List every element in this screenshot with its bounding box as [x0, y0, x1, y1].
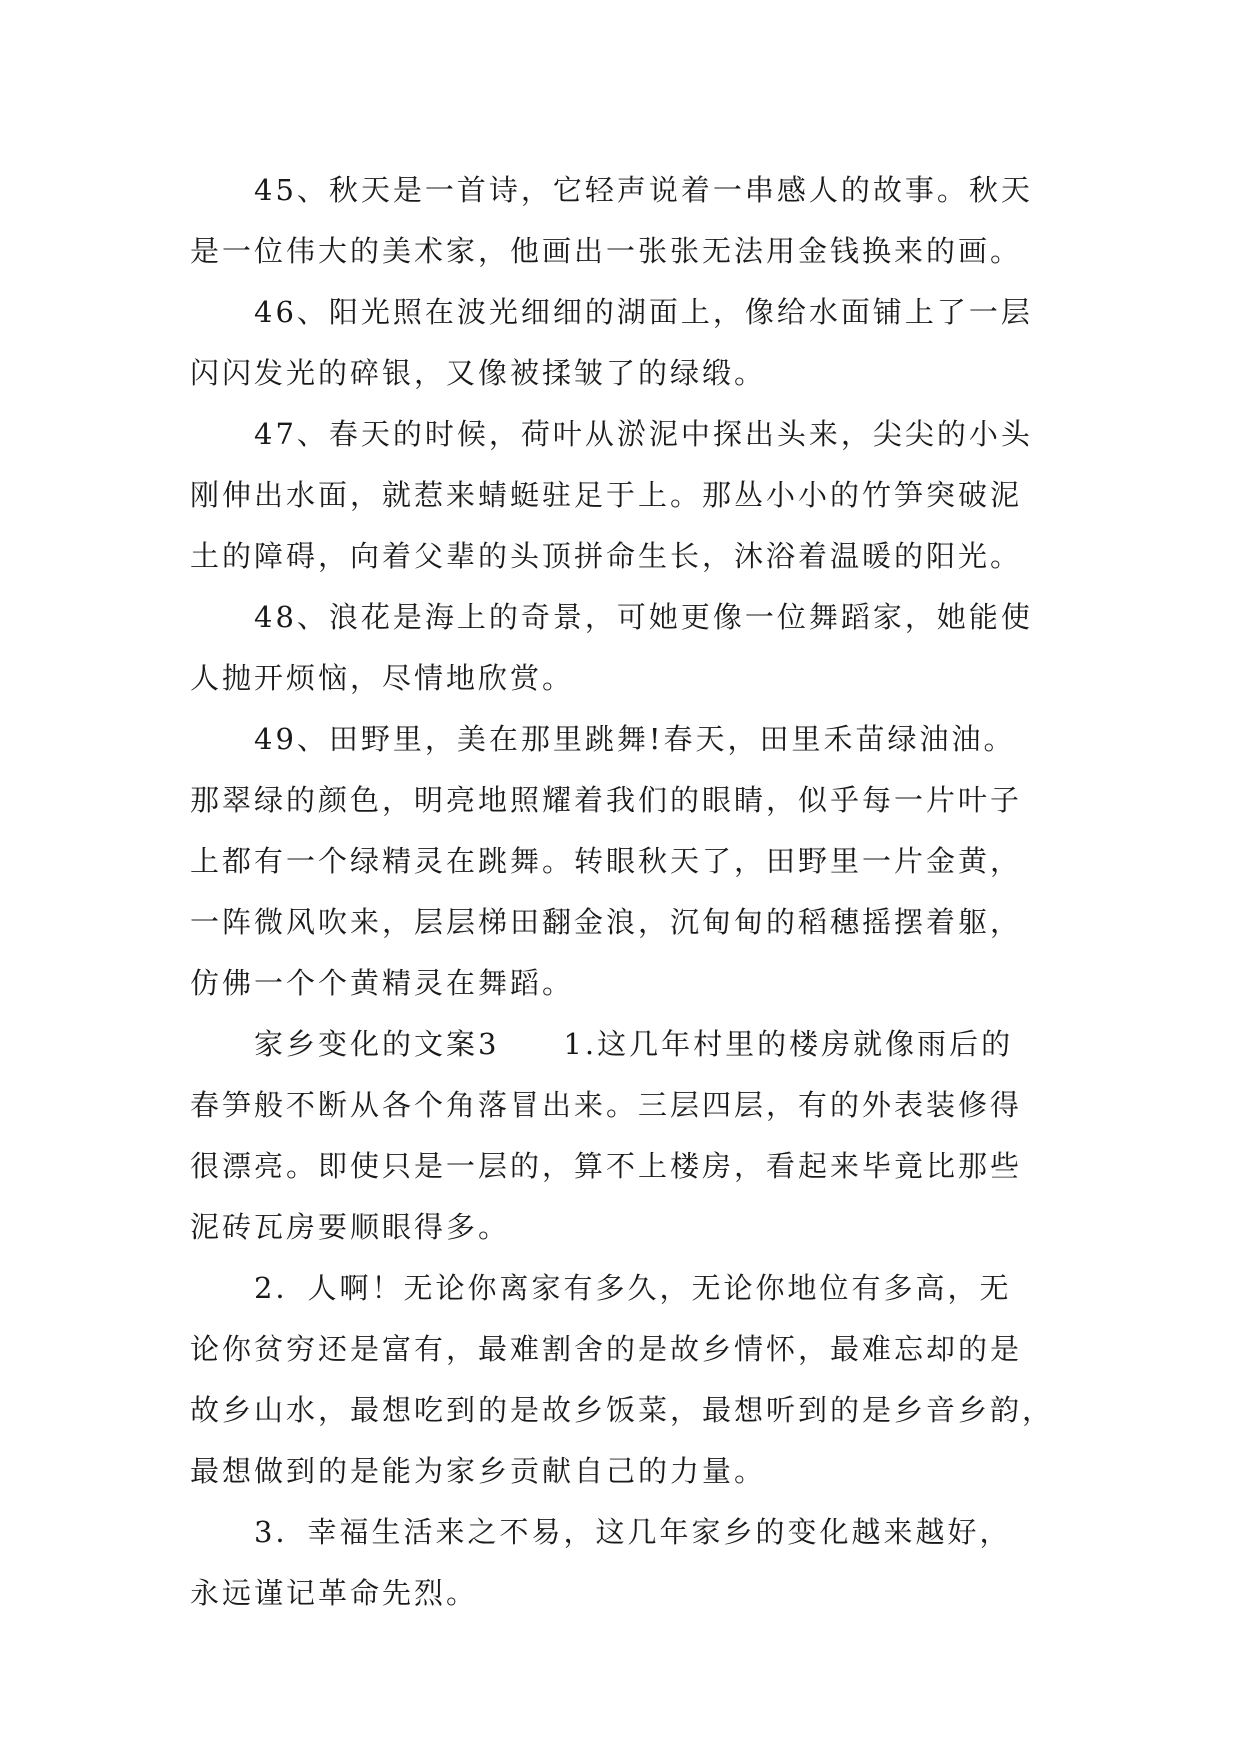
- text-line: 48、浪花是海上的奇景，可她更像一位舞蹈家，她能使: [254, 600, 1033, 634]
- text-line: 论你贫穷还是富有，最难割舍的是故乡情怀，最难忘却的是: [190, 1332, 1023, 1366]
- document-body: [190, 160, 1060, 1624]
- text-line: 45、秋天是一首诗，它轻声说着一串感人的故事。秋天: [254, 173, 1033, 207]
- text-line: 49、田野里，美在那里跳舞!春天，田里禾苗绿油油。: [254, 722, 1016, 756]
- paragraph-45: [190, 160, 1060, 282]
- text-line: 人抛开烦恼，尽情地欣赏。: [190, 661, 575, 695]
- paragraph-49: [190, 709, 1060, 1014]
- paragraph-48: [190, 587, 1060, 709]
- text-line: 47、春天的时候，荷叶从淤泥中探出头来，尖尖的小头: [254, 417, 1033, 451]
- paragraph-46: [190, 282, 1060, 404]
- text-line: 家乡变化的文案3 1.这几年村里的楼房就像雨后的: [254, 1027, 1014, 1061]
- text-line: 是一位伟大的美术家，他画出一张张无法用金钱换来的画。: [190, 234, 1023, 268]
- text-line: 仿佛一个个黄精灵在舞蹈。: [190, 966, 575, 1000]
- text-line: 46、阳光照在波光细细的湖面上，像给水面铺上了一层: [254, 295, 1033, 329]
- text-line: 很漂亮。即使只是一层的，算不上楼房，看起来毕竟比那些: [190, 1149, 1023, 1183]
- text-line: 闪闪发光的碎银，又像被揉皱了的绿缎。: [190, 356, 767, 390]
- text-line: 最想做到的是能为家乡贡献自己的力量。: [190, 1454, 767, 1488]
- text-line: 春笋般不断从各个角落冒出来。三层四层，有的外表装修得: [190, 1088, 1023, 1122]
- text-line: 永远谨记革命先烈。: [190, 1576, 479, 1610]
- paragraph-2: [190, 1258, 1060, 1502]
- paragraph-hometown-3: [190, 1014, 1060, 1258]
- paragraph-3: [190, 1502, 1060, 1624]
- text-line: 故乡山水，最想吃到的是故乡饭菜，最想听到的是乡音乡韵，: [190, 1393, 1055, 1427]
- text-line: 上都有一个绿精灵在跳舞。转眼秋天了，田野里一片金黄，: [190, 844, 1023, 878]
- text-line: 刚伸出水面，就惹来蜻蜓驻足于上。那丛小小的竹笋突破泥: [190, 478, 1023, 512]
- text-line: 土的障碍，向着父辈的头顶拼命生长，沐浴着温暖的阳光。: [190, 539, 1023, 573]
- paragraph-47: [190, 404, 1060, 587]
- text-line: 一阵微风吹来，层层梯田翻金浪，沉甸甸的稻穗摇摆着躯，: [190, 905, 1023, 939]
- text-line: 那翠绿的颜色，明亮地照耀着我们的眼睛，似乎每一片叶子: [190, 783, 1023, 817]
- text-line: 3．幸福生活来之不易，这几年家乡的变化越来越好，: [254, 1515, 1012, 1549]
- text-line: 2．人啊！无论你离家有多久，无论你地位有多高，无: [254, 1271, 1012, 1305]
- text-line: 泥砖瓦房要顺眼得多。: [190, 1210, 511, 1244]
